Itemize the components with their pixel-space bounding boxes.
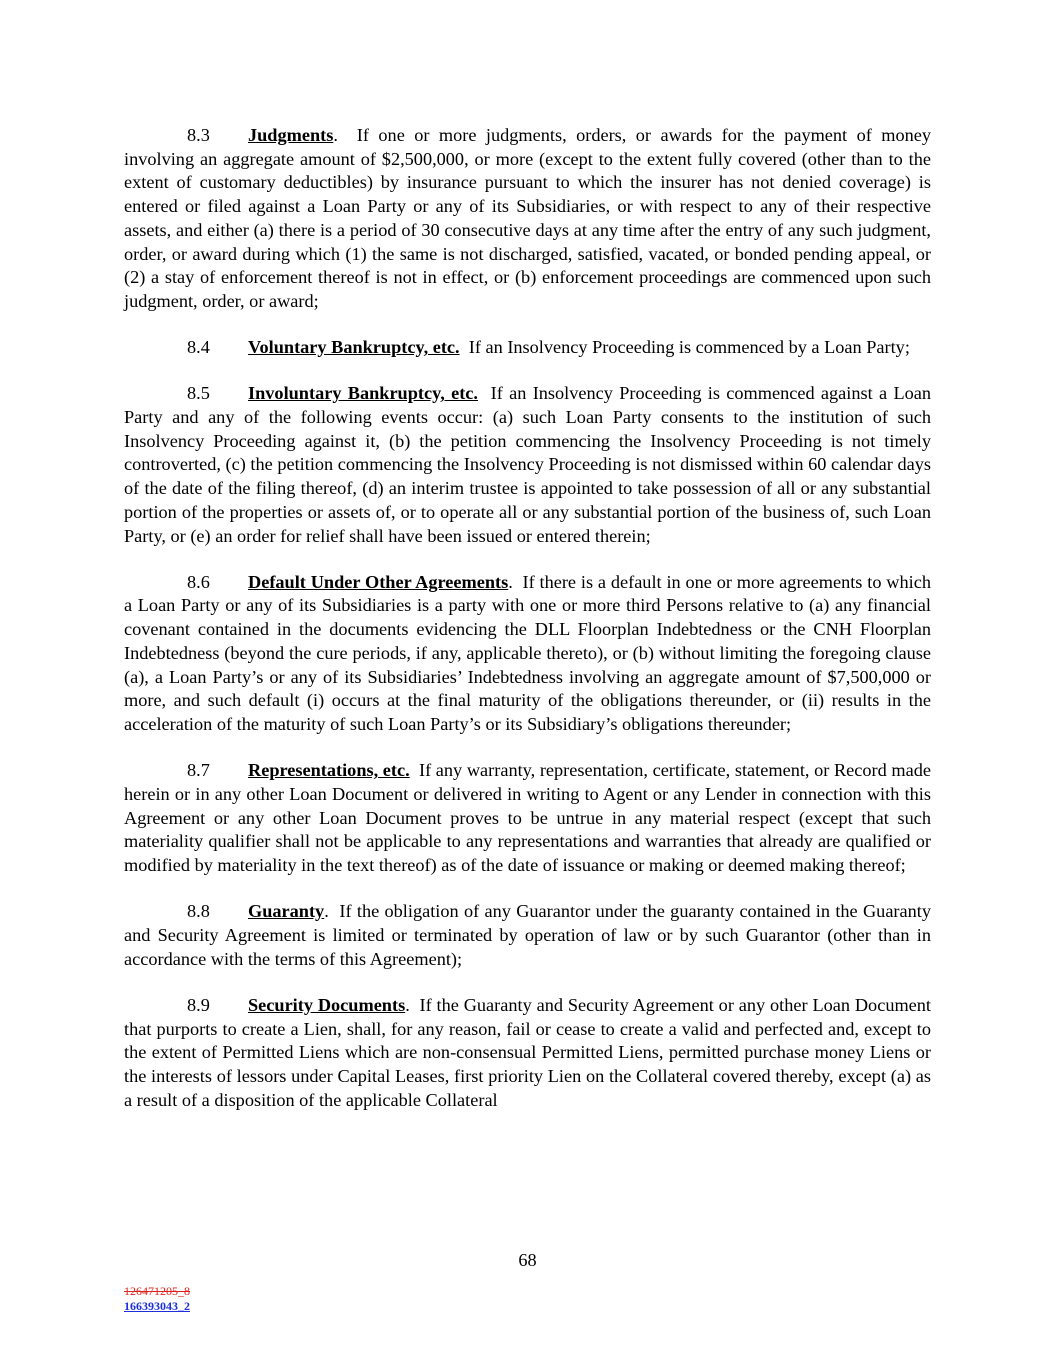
section-body: If any warranty, representation, certificate, statement, or Record made herein or in any other Loan Document or delivered in writing to Agent or any Lender in connection with this Agreement or any other Loan Document proves to be untrue in any material respect (except that such materiality qualifier shall not be applicable to any representations and warranties that already are qualified or modified by materiality in the text thereof) as of the date of issuance or making or deemed making thereof; [124, 760, 932, 875]
section-heading: Security Documents [248, 994, 406, 1015]
section-number: 8.5 [187, 383, 210, 404]
section-body: If an Insolvency Proceeding is commenced against a Loan Party and any of the following events occur: (a) such Loan Party consents to the institution of such Insolvency Proceeding against it, (b) the petition commencing the Insolvency Proceeding is not timely controverted, (c) the petition commencing the Insolvency Proceeding is not dismissed within 60 calendar days of the date of the filing thereof, (d) an interim trustee is appointed to take possession of all or any substantial portion of the properties or assets of, or to operate all or any substantial portion of the business of, such Loan Party, or (e) an order for relief shall have been issued or entered therein; [124, 383, 932, 546]
section-8-3 [124, 124, 931, 314]
section-number: 8.4 [187, 337, 210, 358]
heading-suffix: . [333, 125, 338, 145]
section-8-9 [124, 994, 931, 1113]
section-8-8 [124, 900, 931, 971]
section-8-4 [124, 336, 931, 360]
section-heading: Default Under Other Agreements [248, 571, 509, 592]
heading-suffix: . [405, 994, 410, 1015]
section-body: If there is a default in one or more agreements to which a Loan Party or any of its Subsidiaries is a party with one or more third Persons relative to (a) any financial covenant contained in the documents evidencing the DLL Floorplan Indebtedness or the CNH Floorplan Indebtedness (beyond the cure periods, if any, applicable thereto), or (b) without limiting the foregoing clause (a), a Loan Party’s or any of its Subsidiaries’ Indebtedness involving an aggregate amount of $7,500,000 or more, and such default (i) occurs at the final maturity of the obligations thereunder, or (ii) results in the acceleration of the maturity of such Loan Party’s or its Subsidiary’s obligations thereunder; [124, 571, 931, 734]
page-number: 68 [518, 1250, 537, 1270]
section-number: 8.8 [187, 901, 210, 922]
section-number: 8.6 [187, 571, 210, 592]
new-document-id: 166393043_2 [124, 1299, 190, 1313]
section-number: 8.3 [187, 125, 210, 145]
section-body: If one or more judgments, orders, or awards for the payment of money involving an aggregate amount of $2,500,000, or more (except to the extent fully covered (other than to the extent of customary deductibles) by insurance pursuant to which the insurer has not denied coverage) is entered or filed against a Loan Party or any of its Subsidiaries, or with respect to any of their respective assets, and either (a) there is a period of 30 consecutive days at any time after the entry of any such judgment, order, or award during which (1) the same is not discharged, satisfied, vacated, or bonded pending appeal, or (2) a stay of enforcement thereof is not in effect, or (b) enforcement proceedings are commenced upon such judgment, order, or award; [124, 125, 932, 311]
section-8-7 [124, 759, 931, 878]
section-body: If an Insolvency Proceeding is commenced by a Loan Party; [468, 337, 910, 358]
document-ids [124, 1284, 190, 1314]
heading-suffix: . [324, 901, 329, 922]
section-body: If the obligation of any Guarantor under the guaranty contained in the Guaranty and Security Agreement is limited or terminated by operation of law or by such Guarantor (other than in accordance with the terms of this Agreement); [124, 901, 931, 969]
section-heading: Guaranty [248, 901, 325, 922]
section-body: If the Guaranty and Security Agreement or any other Loan Document that purports to create a Lien, shall, for any reason, fail or cease to create a valid and perfected and, except to the extent of Permitted Liens which are non-consensual Permitted Liens, permitted purchase money Liens or the interests of lessors under Capital Leases, first priority Lien on the Collateral covered thereby, except (a) as a result of a disposition of the applicable Collateral [124, 994, 932, 1110]
section-heading: Voluntary Bankruptcy, etc. [248, 337, 460, 358]
section-number: 8.7 [187, 760, 210, 781]
section-heading: Involuntary Bankruptcy, etc. [248, 383, 478, 404]
section-8-6 [124, 571, 931, 737]
heading-suffix: . [508, 571, 513, 592]
section-heading: Judgments [248, 125, 334, 145]
document-body [124, 124, 931, 1135]
section-heading: Representations, etc. [248, 760, 410, 781]
old-document-id: 126471205_8 [124, 1284, 190, 1298]
section-number: 8.9 [187, 994, 210, 1015]
section-8-5 [124, 382, 931, 548]
